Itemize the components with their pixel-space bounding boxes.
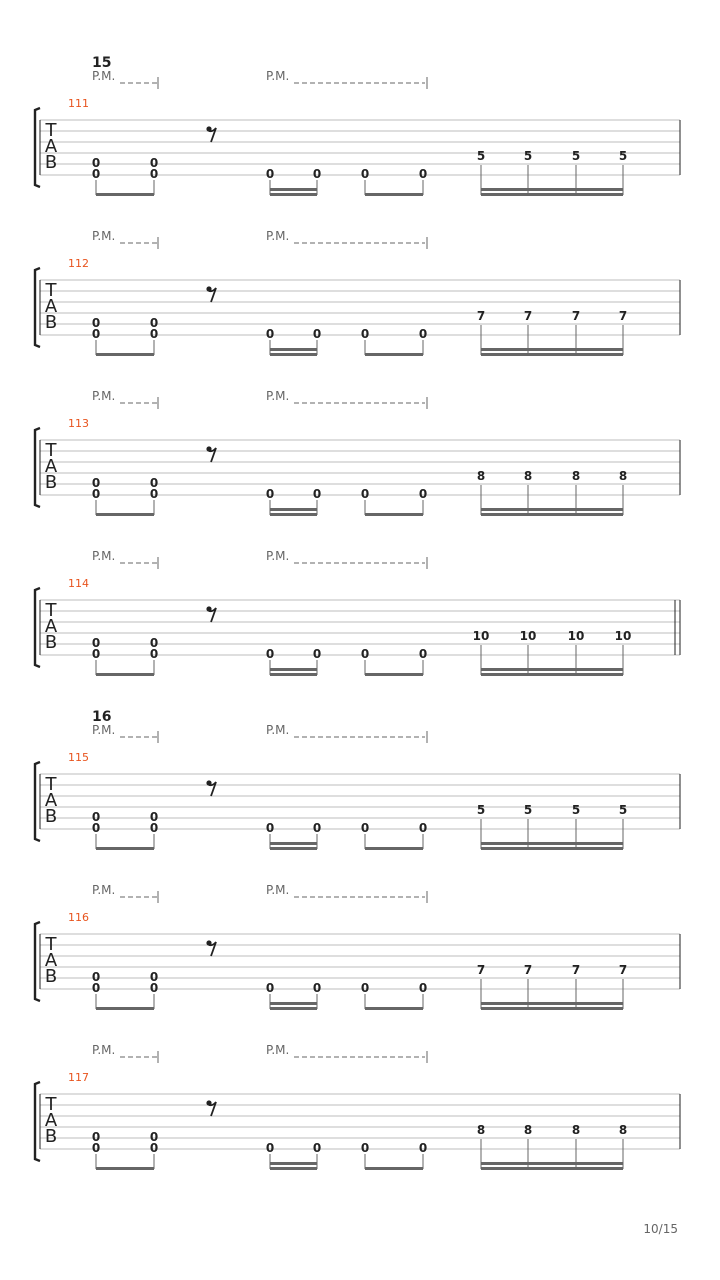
measure-number: 111 — [68, 97, 89, 110]
tab-clef-letter: A — [44, 136, 58, 157]
palm-mute-label: P.M. — [266, 229, 290, 243]
fret-number: 5 — [571, 803, 581, 817]
note-beam — [96, 1167, 154, 1170]
fret-number: 0 — [149, 327, 159, 341]
measure-number: 114 — [68, 577, 89, 590]
palm-mute-label: P.M. — [92, 883, 116, 897]
measure-number: 116 — [68, 911, 89, 924]
note-beam — [270, 673, 317, 676]
tab-clef-letter: A — [44, 616, 58, 637]
tab-clef-letter: B — [44, 632, 58, 653]
fret-number: 0 — [312, 327, 322, 341]
fret-number: 0 — [149, 1141, 159, 1155]
note-beam — [365, 193, 423, 196]
measure-number: 113 — [68, 417, 89, 430]
palm-mute-label: P.M. — [266, 723, 290, 737]
note-beam — [481, 1007, 623, 1010]
fret-number: 0 — [265, 647, 275, 661]
fret-number: 0 — [91, 167, 101, 181]
note-beam — [270, 1162, 317, 1165]
fret-number: 0 — [265, 167, 275, 181]
fret-number: 10 — [472, 629, 490, 643]
fret-number: 0 — [418, 647, 428, 661]
note-beam — [481, 1162, 623, 1165]
note-beam — [365, 673, 423, 676]
tab-system-117 — [35, 1043, 680, 1170]
fret-number: 7 — [618, 309, 628, 323]
note-beam — [365, 1167, 423, 1170]
note-beam — [96, 673, 154, 676]
fret-number: 0 — [265, 487, 275, 501]
tab-clef-letter: T — [45, 120, 57, 141]
fret-number: 5 — [571, 149, 581, 163]
fret-number: 0 — [360, 647, 370, 661]
tab-system-115 — [35, 709, 680, 850]
fret-number: 8 — [523, 1123, 533, 1137]
note-beam — [481, 1167, 623, 1170]
fret-number: 8 — [618, 469, 628, 483]
fret-number: 0 — [91, 487, 101, 501]
palm-mute-label: P.M. — [266, 69, 290, 83]
tab-clef-letter: T — [45, 440, 57, 461]
system-bracket — [35, 762, 40, 841]
fret-number: 0 — [265, 1141, 275, 1155]
tab-clef-letter: B — [44, 1126, 58, 1147]
fret-number: 0 — [149, 156, 159, 170]
system-bracket — [35, 428, 40, 507]
note-beam — [481, 1002, 623, 1005]
tab-clef-letter: A — [44, 456, 58, 477]
measure-number: 117 — [68, 1071, 89, 1084]
fret-number: 5 — [476, 803, 486, 817]
palm-mute-label: P.M. — [266, 389, 290, 403]
fret-number: 8 — [523, 469, 533, 483]
fret-number: 7 — [523, 309, 533, 323]
fret-number: 0 — [91, 981, 101, 995]
fret-number: 0 — [149, 636, 159, 650]
fret-number: 0 — [149, 970, 159, 984]
palm-mute-label: P.M. — [92, 1043, 116, 1057]
palm-mute-label: P.M. — [266, 1043, 290, 1057]
fret-number: 0 — [149, 487, 159, 501]
note-beam — [270, 348, 317, 351]
palm-mute-label: P.M. — [92, 229, 116, 243]
section-mark: 16 — [92, 709, 112, 725]
palm-mute-label: P.M. — [92, 389, 116, 403]
note-beam — [96, 513, 154, 516]
system-bracket — [35, 922, 40, 1001]
fret-number: 0 — [312, 981, 322, 995]
note-beam — [481, 673, 623, 676]
section-mark: 15 — [92, 55, 112, 71]
fret-number: 7 — [571, 309, 581, 323]
fret-number: 7 — [476, 963, 486, 977]
fret-number: 0 — [418, 487, 428, 501]
fret-number: 0 — [418, 1141, 428, 1155]
fret-number: 0 — [91, 821, 101, 835]
tab-system-112 — [35, 229, 680, 356]
fret-number: 8 — [476, 1123, 486, 1137]
fret-number: 0 — [418, 327, 428, 341]
tab-system-113 — [35, 389, 680, 516]
palm-mute-label: P.M. — [92, 549, 116, 563]
fret-number: 0 — [360, 981, 370, 995]
system-bracket — [35, 268, 40, 347]
note-beam — [270, 847, 317, 850]
fret-number: 0 — [312, 487, 322, 501]
fret-number: 8 — [571, 1123, 581, 1137]
fret-number: 0 — [312, 647, 322, 661]
fret-number: 0 — [91, 476, 101, 490]
fret-number: 5 — [523, 149, 533, 163]
note-beam — [365, 353, 423, 356]
note-beam — [96, 353, 154, 356]
page-number: 10/15 — [643, 1222, 678, 1236]
note-beam — [270, 188, 317, 191]
fret-number: 10 — [519, 629, 537, 643]
tab-clef-letter: T — [45, 934, 57, 955]
fret-number: 0 — [312, 821, 322, 835]
note-beam — [270, 193, 317, 196]
note-beam — [96, 193, 154, 196]
fret-number: 0 — [149, 647, 159, 661]
fret-number: 8 — [476, 469, 486, 483]
fret-number: 10 — [614, 629, 632, 643]
note-beam — [96, 1007, 154, 1010]
fret-number: 7 — [523, 963, 533, 977]
note-beam — [96, 847, 154, 850]
fret-number: 0 — [91, 316, 101, 330]
fret-number: 0 — [149, 810, 159, 824]
fret-number: 7 — [476, 309, 486, 323]
tab-clef-letter: B — [44, 312, 58, 333]
note-beam — [365, 513, 423, 516]
fret-number: 0 — [149, 476, 159, 490]
palm-mute-label: P.M. — [266, 549, 290, 563]
note-beam — [365, 1007, 423, 1010]
tab-clef-letter: A — [44, 790, 58, 811]
note-beam — [270, 668, 317, 671]
palm-mute-label: P.M. — [266, 883, 290, 897]
fret-number: 0 — [265, 821, 275, 835]
fret-number: 5 — [618, 149, 628, 163]
fret-number: 0 — [149, 167, 159, 181]
measure-number: 115 — [68, 751, 89, 764]
note-beam — [481, 842, 623, 845]
note-beam — [481, 188, 623, 191]
tab-clef-letter: B — [44, 806, 58, 827]
tab-system-114 — [35, 549, 680, 676]
fret-number: 0 — [418, 167, 428, 181]
fret-number: 0 — [418, 821, 428, 835]
fret-number: 0 — [360, 487, 370, 501]
fret-number: 0 — [149, 821, 159, 835]
note-beam — [481, 508, 623, 511]
fret-number: 7 — [571, 963, 581, 977]
note-beam — [270, 1007, 317, 1010]
palm-mute-label: P.M. — [92, 723, 116, 737]
fret-number: 0 — [360, 821, 370, 835]
tab-clef-letter: B — [44, 966, 58, 987]
tab-clef-letter: B — [44, 472, 58, 493]
fret-number: 0 — [91, 636, 101, 650]
fret-number: 0 — [360, 1141, 370, 1155]
note-beam — [270, 508, 317, 511]
fret-number: 5 — [523, 803, 533, 817]
tab-system-111 — [35, 55, 680, 196]
fret-number: 0 — [91, 156, 101, 170]
fret-number: 0 — [149, 1130, 159, 1144]
system-bracket — [35, 1082, 40, 1161]
fret-number: 0 — [360, 167, 370, 181]
note-beam — [481, 847, 623, 850]
tab-system-116 — [35, 883, 680, 1010]
fret-number: 10 — [567, 629, 585, 643]
tab-clef-letter: T — [45, 280, 57, 301]
note-beam — [481, 193, 623, 196]
note-beam — [270, 353, 317, 356]
fret-number: 0 — [418, 981, 428, 995]
tab-clef-letter: A — [44, 950, 58, 971]
measure-number: 112 — [68, 257, 89, 270]
note-beam — [270, 1002, 317, 1005]
fret-number: 0 — [360, 327, 370, 341]
note-beam — [270, 513, 317, 516]
fret-number: 0 — [265, 981, 275, 995]
tab-clef-letter: B — [44, 152, 58, 173]
fret-number: 0 — [312, 1141, 322, 1155]
fret-number: 0 — [91, 1130, 101, 1144]
note-beam — [365, 847, 423, 850]
note-beam — [270, 842, 317, 845]
fret-number: 0 — [91, 327, 101, 341]
fret-number: 8 — [571, 469, 581, 483]
system-bracket — [35, 588, 40, 667]
note-beam — [481, 513, 623, 516]
fret-number: 5 — [476, 149, 486, 163]
tab-clef-letter: T — [45, 774, 57, 795]
fret-number: 0 — [149, 316, 159, 330]
note-beam — [481, 348, 623, 351]
fret-number: 5 — [618, 803, 628, 817]
fret-number: 0 — [91, 647, 101, 661]
tab-clef-letter: A — [44, 1110, 58, 1131]
note-beam — [481, 353, 623, 356]
tab-clef-letter: T — [45, 600, 57, 621]
system-bracket — [35, 108, 40, 187]
palm-mute-label: P.M. — [92, 69, 116, 83]
note-beam — [270, 1167, 317, 1170]
tab-clef-letter: T — [45, 1094, 57, 1115]
fret-number: 0 — [91, 1141, 101, 1155]
fret-number: 7 — [618, 963, 628, 977]
fret-number: 0 — [91, 810, 101, 824]
fret-number: 0 — [312, 167, 322, 181]
tab-clef-letter: A — [44, 296, 58, 317]
fret-number: 8 — [618, 1123, 628, 1137]
fret-number: 0 — [149, 981, 159, 995]
fret-number: 0 — [91, 970, 101, 984]
fret-number: 0 — [265, 327, 275, 341]
note-beam — [481, 668, 623, 671]
